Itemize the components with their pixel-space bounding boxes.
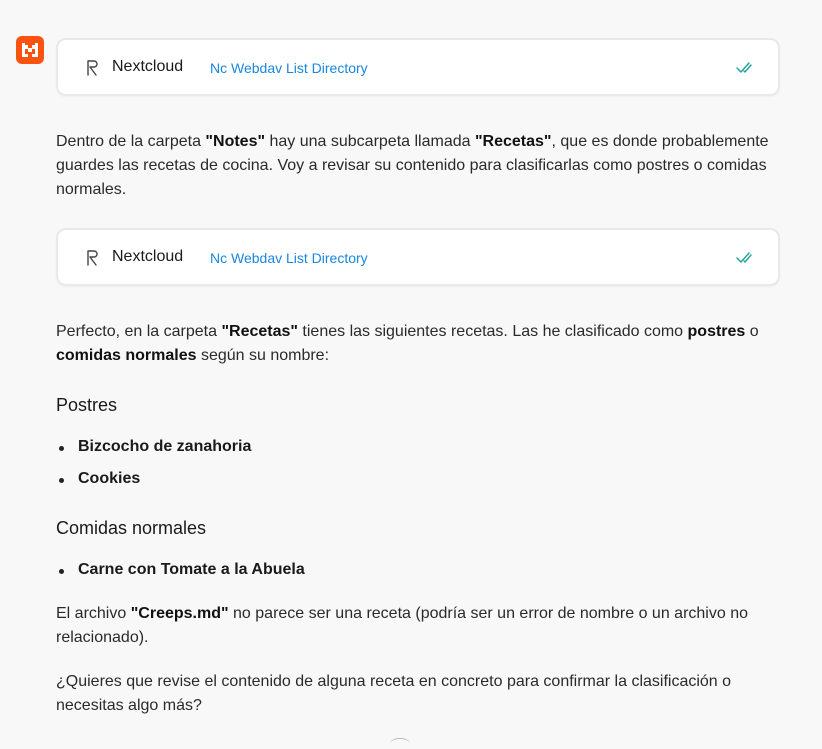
section-heading: Comidas normales: [56, 518, 207, 538]
scroll-down-icon[interactable]: [390, 738, 410, 749]
tool-service-name: Nextcloud: [112, 248, 184, 265]
mistral-logo-icon: [22, 43, 38, 57]
bullet-icon: [59, 478, 64, 483]
nextcloud-tool-icon: [84, 249, 100, 267]
bullet-icon: [59, 569, 64, 574]
bullet-icon: [59, 446, 64, 451]
section-heading: Postres: [56, 395, 118, 415]
tool-call-card[interactable]: [56, 228, 780, 286]
list-item-text: Cookies: [78, 470, 141, 487]
assistant-paragraph: Perfecto, en la carpeta "Recetas" tienes las siguientes recetas. Las he clasificado como postres o comidas normales según su nombre:: [56, 323, 759, 364]
list-item-text: Carne con Tomate a la Abuela: [78, 561, 305, 578]
double-check-icon: [736, 61, 752, 75]
assistant-avatar: [16, 36, 44, 64]
tool-service-name: Nextcloud: [112, 58, 184, 75]
tool-call-card[interactable]: [56, 38, 780, 96]
assistant-paragraph: Dentro de la carpeta "Notes" hay una subcarpeta llamada "Recetas", que es donde probablemente guardes las recetas de cocina. Voy a revisar su contenido para clasificarlas como postres o comidas normales.: [56, 133, 769, 198]
assistant-paragraph: El archivo "Creeps.md" no parece ser una receta (podría ser un error de nombre o un archivo no relacionado).: [56, 605, 748, 646]
nextcloud-tool-icon: [84, 59, 100, 77]
tool-function-name[interactable]: Nc Webdav List Directory: [210, 60, 368, 76]
tool-function-name[interactable]: Nc Webdav List Directory: [210, 250, 368, 266]
double-check-icon: [736, 251, 752, 265]
list-item-text: Bizcocho de zanahoria: [78, 438, 252, 455]
assistant-paragraph: ¿Quieres que revise el contenido de alguna receta en concreto para confirmar la clasificación o necesitas algo más?: [56, 673, 732, 714]
